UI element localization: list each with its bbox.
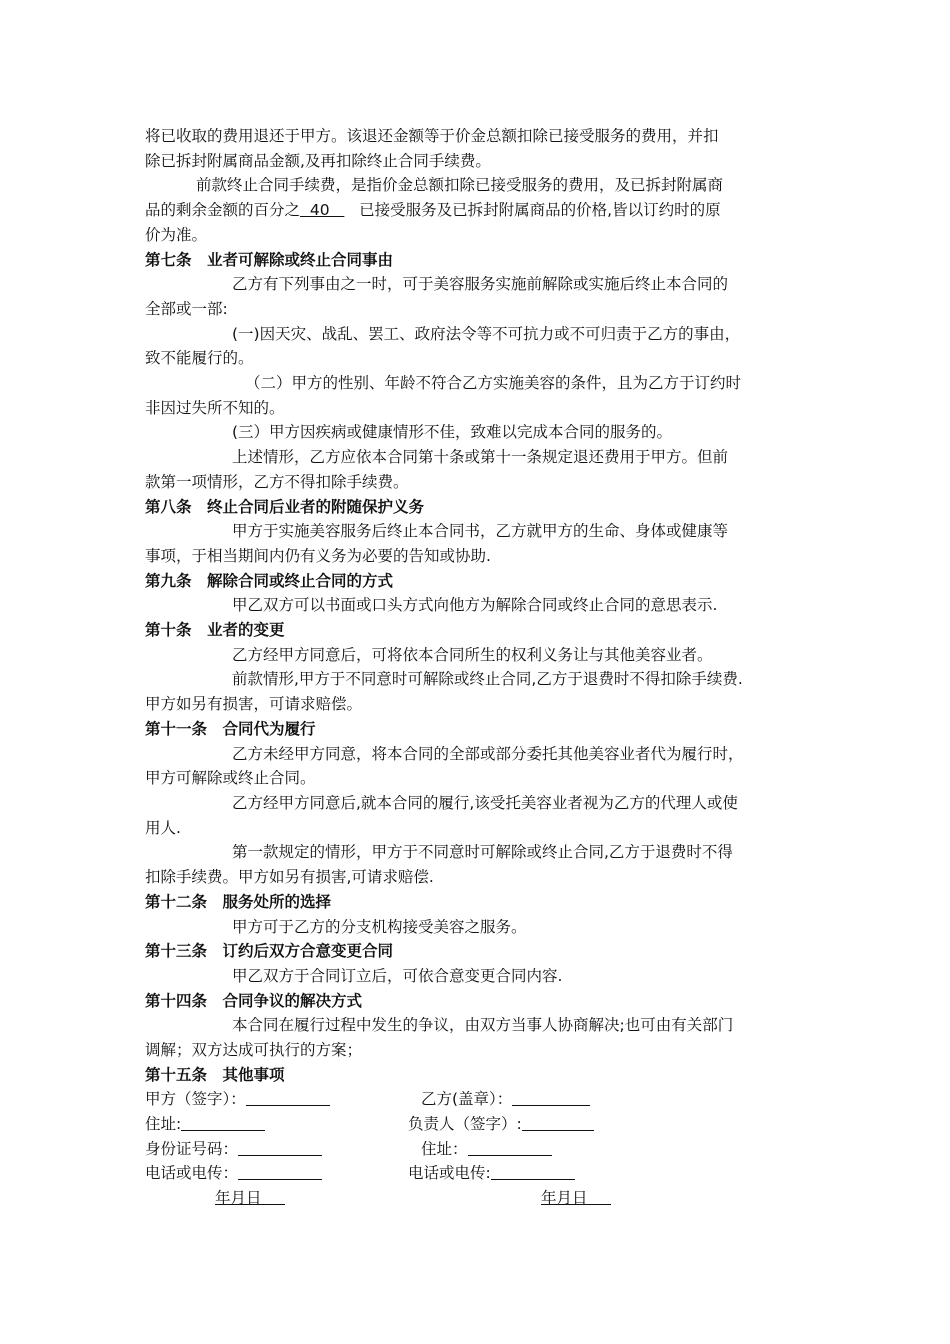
signature-row-id: [145, 1137, 810, 1162]
text-line: (三）甲方因疾病或健康情形不佳，致难以完成本合同的服务的。: [232, 423, 673, 442]
party-b-blank[interactable]: [512, 1087, 590, 1106]
text-line: 用人.: [145, 818, 181, 837]
text-line: 除已拆封附属商品金额,及再扣除终止合同手续费。: [145, 151, 491, 170]
date-b: 年 月 日: [541, 1186, 588, 1211]
phone-b-label: 电话或电传:: [408, 1161, 491, 1186]
signature-row-address: [145, 1112, 810, 1137]
article-14-heading: 第十四条 合同争议的解决方式: [145, 991, 363, 1010]
text-line: 乙方未经甲方同意，将本合同的全部或部分委托其他美容业者代为履行时，: [232, 744, 744, 763]
responsible-label: 负责人（签字）:: [408, 1112, 522, 1137]
text-line: 款第一项情形，乙方不得扣除手续费。: [145, 472, 409, 491]
contract-page: [145, 124, 810, 1211]
signature-row-date: [145, 1186, 810, 1211]
text-line: 前款情形,甲方于不同意时可解除或终止合同,乙方于退费时不得扣除手续费.: [232, 670, 743, 689]
article-12-heading: 第十二条 服务处所的选择: [145, 892, 332, 911]
phone-a-blank[interactable]: [238, 1161, 322, 1180]
text-line: 事项，于相当期间内仍有义务为必要的告知或协助.: [145, 546, 491, 565]
percentage-value: 40: [300, 201, 345, 220]
party-a-label: 甲方（签字）：: [145, 1087, 246, 1112]
article-13-heading: 第十三条 订约后双方合意变更合同: [145, 942, 394, 961]
date-a: 年 月 日: [215, 1186, 262, 1211]
article-7-heading: 第七条 业者可解除或终止合同事由: [145, 250, 394, 269]
text-line: 甲方于实施美容服务后终止本合同书，乙方就甲方的生命、身体或健康等: [232, 522, 729, 541]
article-8-heading: 第八条 终止合同后业者的附随保护义务: [145, 497, 425, 516]
text-line: 非因过失所不知的。: [145, 398, 285, 417]
text-line: 本合同在履行过程中发生的争议，由双方当事人协商解决;也可由有关部门: [232, 1016, 734, 1035]
text-line: 甲方如另有损害，可请求赔偿。: [145, 695, 363, 714]
text-line: 致不能履行的。: [145, 349, 254, 368]
id-number-label: 身份证号码：: [145, 1137, 238, 1162]
text-line: 全部或一部:: [145, 299, 228, 318]
address-a-label: 住址:: [145, 1112, 181, 1137]
article-9-heading: 第九条 解除合同或终止合同的方式: [145, 571, 394, 590]
day-a-blank[interactable]: [246, 1186, 276, 1205]
text-line: 前款终止合同手续费，是指价金总额扣除已接受服务的费用，及已拆封附属商: [196, 176, 724, 195]
text-line: 乙方有下列事由之一时，可于美容服务实施前解除或实施后终止本合同的: [232, 275, 729, 294]
phone-b-blank[interactable]: [491, 1161, 575, 1180]
address-b-label: 住址：: [421, 1137, 468, 1162]
text-line: 上述情形，乙方应依本合同第十条或第十一条规定退还费用于甲方。但前: [232, 448, 729, 467]
day-b-blank[interactable]: [572, 1186, 602, 1205]
article-10-heading: 第十条 业者的变更: [145, 621, 285, 640]
text-line: 甲乙双方可以书面或口头方式向他方为解除合同或终止合同的意思表示.: [232, 596, 718, 615]
article-15-heading: 第十五条 其他事项: [145, 1065, 285, 1084]
text-line: 甲方可于乙方的分支机构接受美容之服务。: [232, 917, 527, 936]
text-line: 将已收取的费用退还于甲方。该退还金额等于价金总额扣除已接受服务的费用，并扣: [145, 127, 719, 145]
article-11-heading: 第十一条 合同代为履行: [145, 719, 316, 738]
address-a-blank[interactable]: [181, 1112, 265, 1131]
text-line: 第一款规定的情形，甲方于不同意时可解除或终止合同,乙方于退费时不得: [232, 843, 733, 862]
text-line: 调解；双方达成可执行的方案；: [145, 1041, 363, 1060]
signature-row-party: [145, 1087, 810, 1112]
text-line: 甲乙双方于合同订立后，可依合意变更合同内容.: [232, 966, 563, 985]
party-a-blank[interactable]: [246, 1087, 330, 1106]
text-line: （二）甲方的性别、年龄不符合乙方实施美容的条件，且为乙方于订约时: [245, 374, 742, 393]
phone-a-label: 电话或电传：: [145, 1161, 238, 1186]
responsible-blank[interactable]: [522, 1112, 594, 1131]
text-line: 甲方可解除或终止合同。: [145, 769, 316, 788]
text-line: 乙方经甲方同意后，可将依本合同所生的权利义务让与其他美容业者。: [232, 645, 713, 664]
text-line: (一)因天灾、战乱、罢工、政府法令等不可抗力或不可归责于乙方的事由，: [232, 324, 741, 343]
text-line: 乙方经甲方同意后,就本合同的履行,该受托美容业者视为乙方的代理人或使: [232, 793, 738, 812]
id-number-blank[interactable]: [238, 1137, 322, 1156]
text-line: 品的剩余金额的百分之 40 已接受服务及已拆封附属商品的价格,皆以订约时的原: [145, 201, 721, 220]
signature-row-phone: [145, 1161, 810, 1186]
address-b-blank[interactable]: [468, 1137, 552, 1156]
text-line: 价为准。: [145, 225, 208, 244]
text-line: 扣除手续费。甲方如另有损害,可请求赔偿.: [145, 868, 434, 887]
party-b-label: 乙方(盖章）：: [421, 1087, 512, 1112]
